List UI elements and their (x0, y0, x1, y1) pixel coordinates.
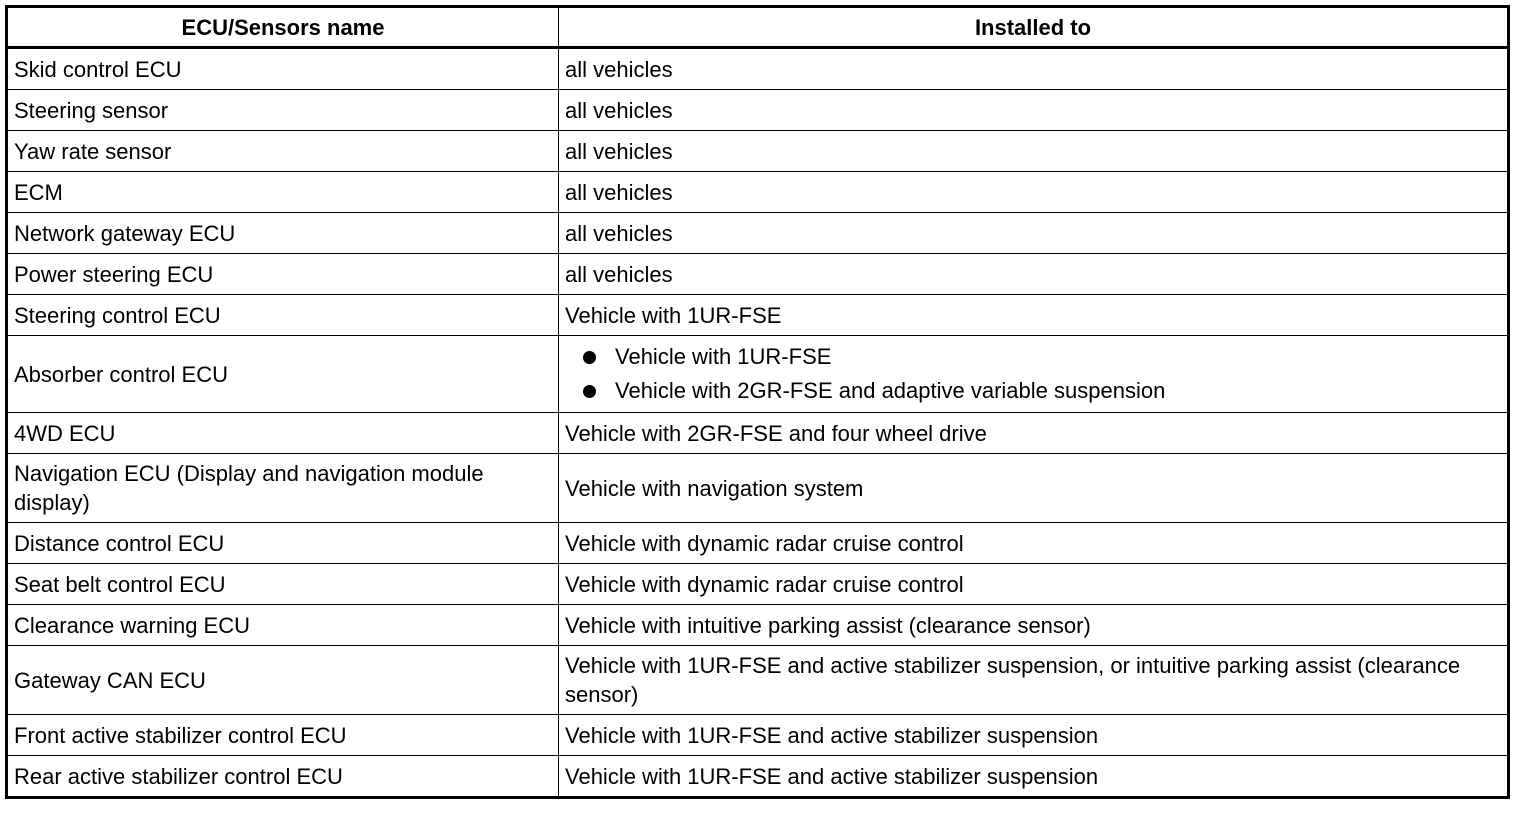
installed-to-cell: Vehicle with 1UR-FSE and active stabilizer suspension, or intuitive parking assist (clearance sensor) (559, 646, 1509, 715)
installed-to-cell: Vehicle with 1UR-FSE and active stabilizer suspension (559, 756, 1509, 798)
table-row (7, 48, 1509, 90)
installed-to-cell: Vehicle with dynamic radar cruise control (559, 523, 1509, 564)
installed-to-cell (559, 336, 1509, 413)
ecu-name-cell: Absorber control ECU (7, 336, 559, 413)
ecu-name-cell: Yaw rate sensor (7, 131, 559, 172)
bullet-dot-icon (583, 351, 596, 364)
bullet-item (579, 374, 1501, 408)
installed-to-bullet-list (565, 340, 1501, 408)
ecu-name-cell: ECM (7, 172, 559, 213)
installed-to-cell: Vehicle with dynamic radar cruise control (559, 564, 1509, 605)
table-row (7, 605, 1509, 646)
ecu-name-cell: Distance control ECU (7, 523, 559, 564)
ecu-name-cell: 4WD ECU (7, 413, 559, 454)
table-row (7, 564, 1509, 605)
table-row (7, 646, 1509, 715)
table-row (7, 413, 1509, 454)
ecu-name-cell: Steering control ECU (7, 295, 559, 336)
header-ecu-sensors-name: ECU/Sensors name (7, 7, 559, 48)
table-row (7, 172, 1509, 213)
installed-to-cell: all vehicles (559, 172, 1509, 213)
table-row (7, 715, 1509, 756)
table-row (7, 131, 1509, 172)
table-row (7, 213, 1509, 254)
ecu-name-cell: Gateway CAN ECU (7, 646, 559, 715)
ecu-name-cell: Clearance warning ECU (7, 605, 559, 646)
installed-to-cell: all vehicles (559, 254, 1509, 295)
installed-to-cell: all vehicles (559, 90, 1509, 131)
ecu-name-cell: Front active stabilizer control ECU (7, 715, 559, 756)
table-row (7, 523, 1509, 564)
installed-to-cell: Vehicle with 1UR-FSE and active stabilizer suspension (559, 715, 1509, 756)
ecu-name-cell: Network gateway ECU (7, 213, 559, 254)
ecu-name-cell: Skid control ECU (7, 48, 559, 90)
installed-to-cell: Vehicle with 2GR-FSE and four wheel drive (559, 413, 1509, 454)
ecu-name-cell: Seat belt control ECU (7, 564, 559, 605)
header-installed-to: Installed to (559, 7, 1509, 48)
table-row (7, 254, 1509, 295)
ecu-table-container (5, 5, 1507, 799)
ecu-sensors-table (5, 5, 1510, 799)
table-row (7, 336, 1509, 413)
bullet-item (579, 340, 1501, 374)
table-row (7, 454, 1509, 523)
table-row (7, 295, 1509, 336)
bullet-item-text: Vehicle with 1UR-FSE (615, 344, 832, 369)
ecu-name-cell: Steering sensor (7, 90, 559, 131)
installed-to-cell: Vehicle with navigation system (559, 454, 1509, 523)
ecu-name-cell: Power steering ECU (7, 254, 559, 295)
ecu-name-cell: Rear active stabilizer control ECU (7, 756, 559, 798)
table-header-row (7, 7, 1509, 48)
table-row (7, 90, 1509, 131)
installed-to-cell: Vehicle with intuitive parking assist (clearance sensor) (559, 605, 1509, 646)
table-row (7, 756, 1509, 798)
installed-to-cell: all vehicles (559, 213, 1509, 254)
installed-to-cell: all vehicles (559, 131, 1509, 172)
ecu-name-cell: Navigation ECU (Display and navigation module display) (7, 454, 559, 523)
installed-to-cell: all vehicles (559, 48, 1509, 90)
bullet-item-text: Vehicle with 2GR-FSE and adaptive variable suspension (615, 378, 1166, 403)
installed-to-cell: Vehicle with 1UR-FSE (559, 295, 1509, 336)
bullet-dot-icon (583, 385, 596, 398)
